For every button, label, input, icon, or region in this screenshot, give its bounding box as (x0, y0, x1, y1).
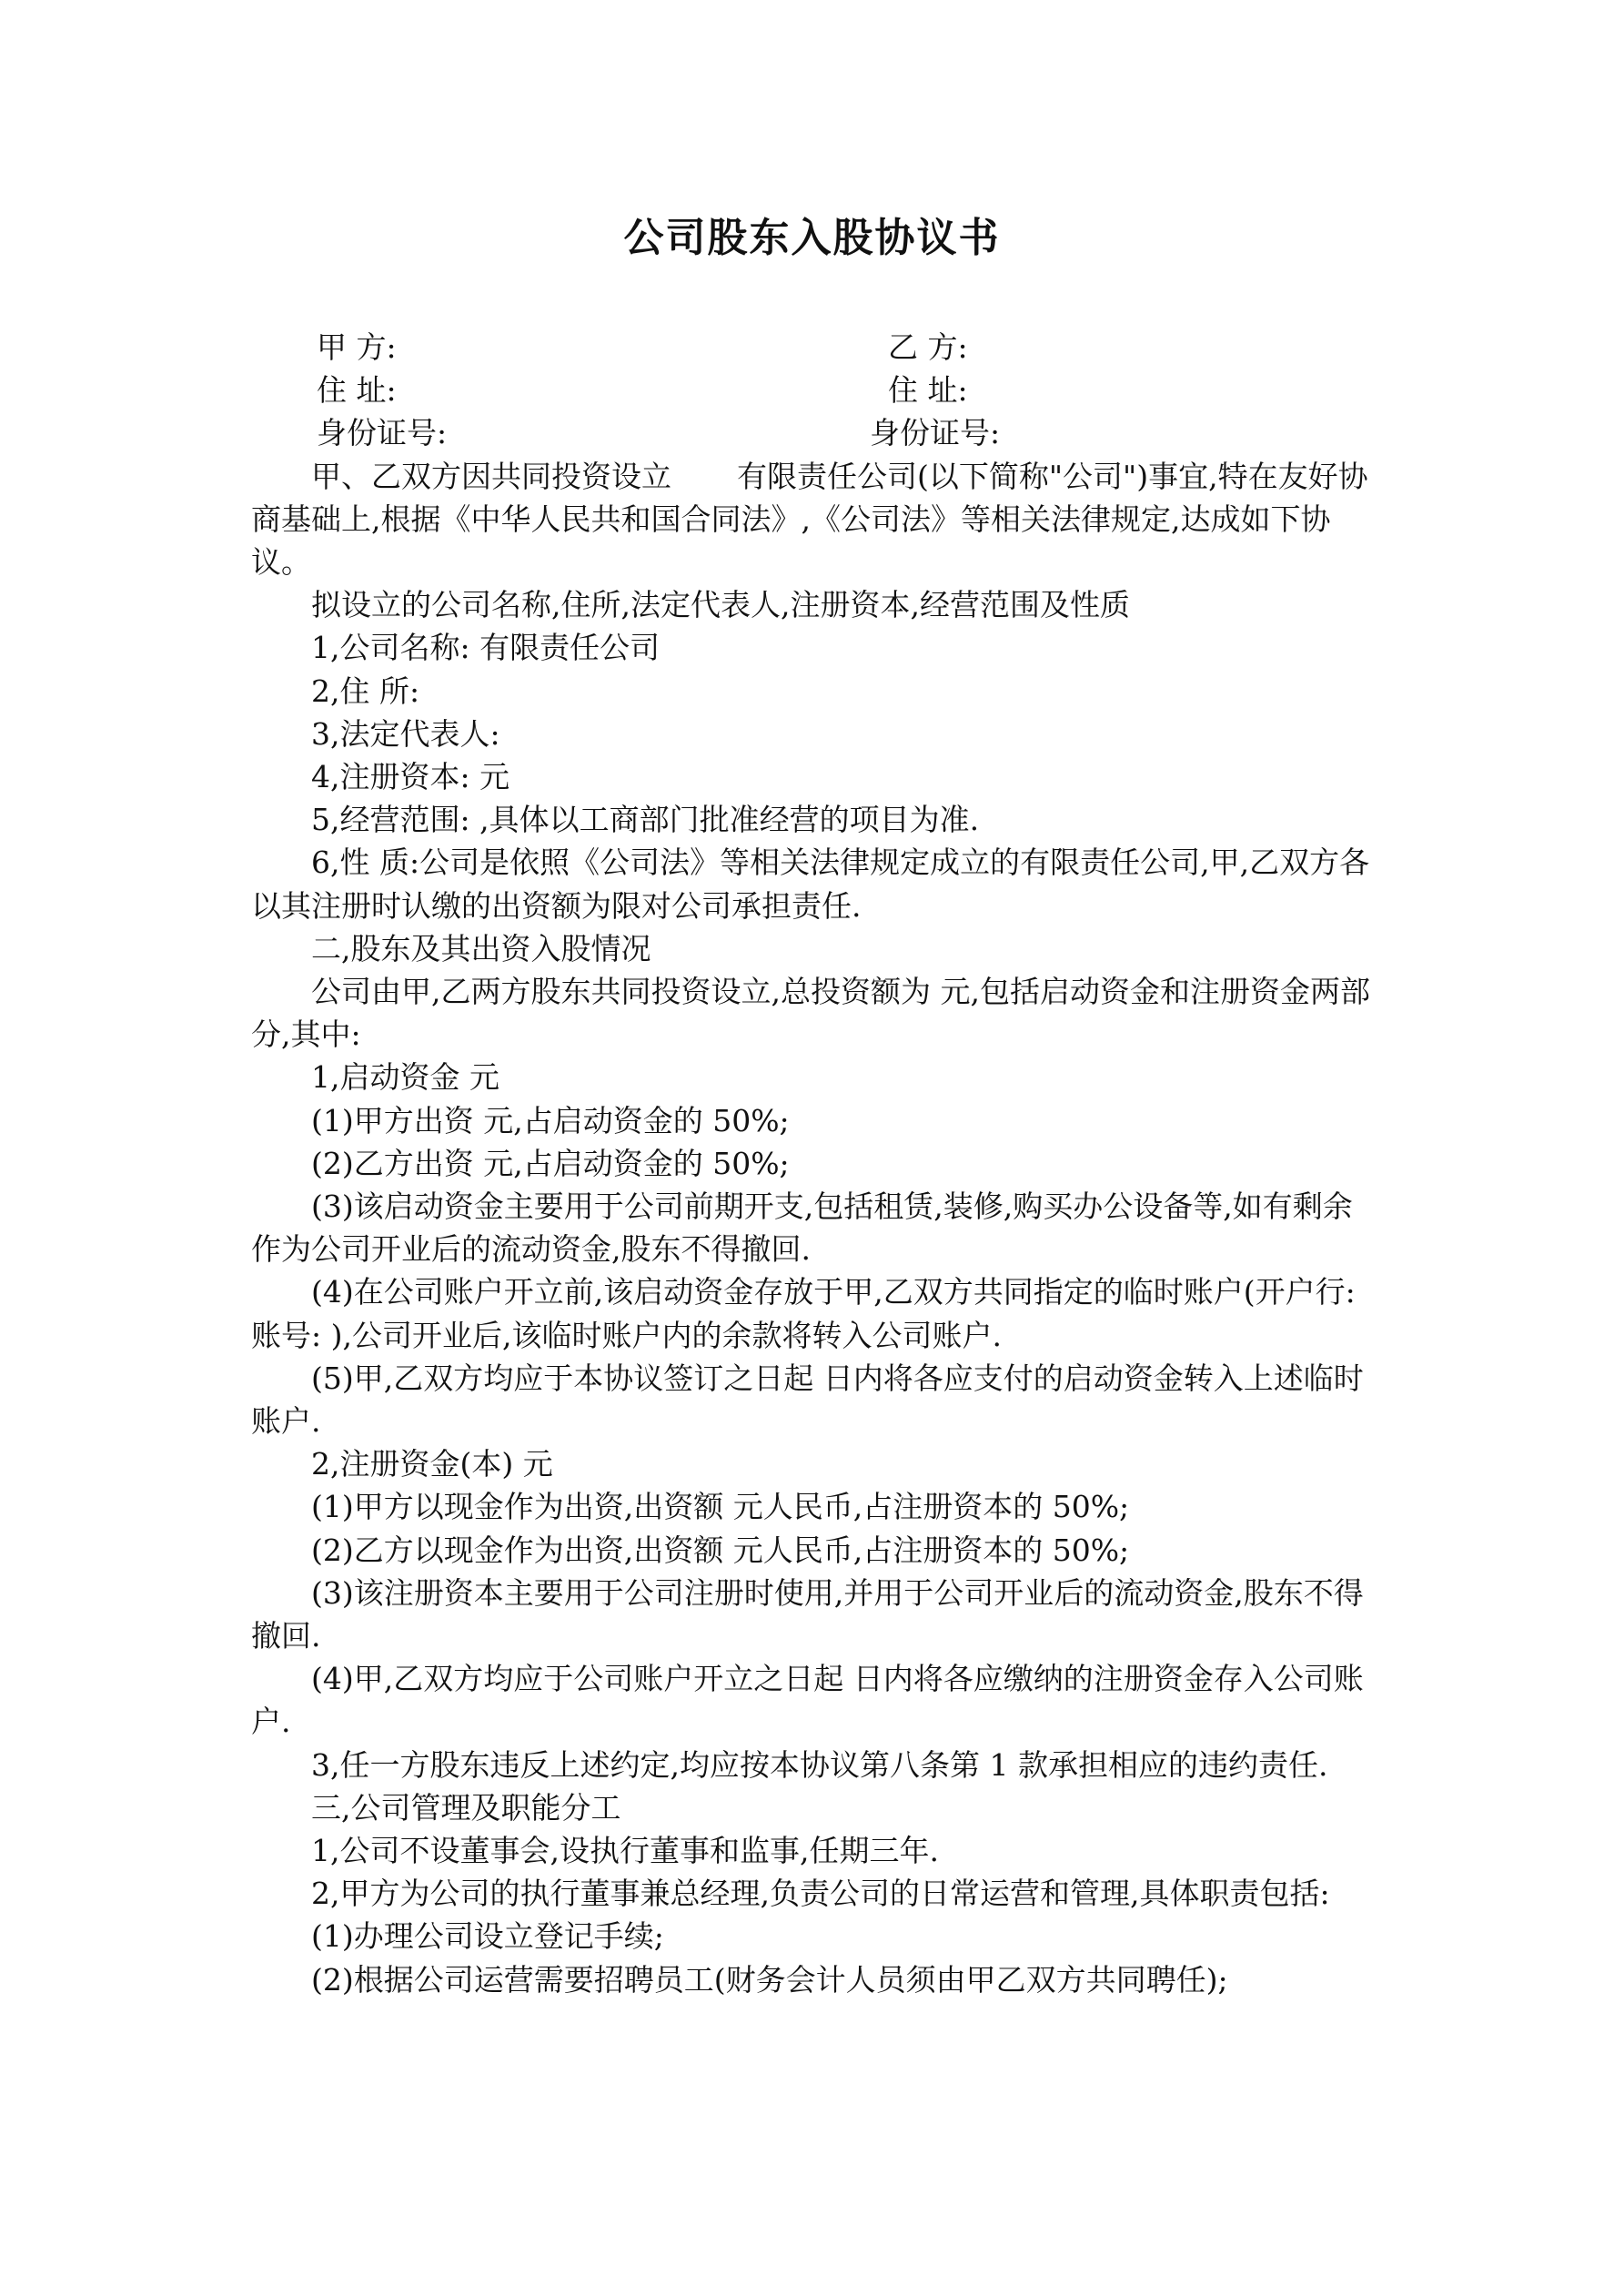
startup-item-2: (2)乙方出资 元,占启动资金的 50%; (311, 1145, 790, 1181)
startup-item-3: (3)该启动资金主要用于公司前期开支,包括租赁,装修,购买办公设备等,如有剩余作为公司开业后的流动资金,股东不得撤回. (251, 1188, 1353, 1268)
section1-item-5: 5,经营范围: ,具体以工商部门批准经营的项目为准. (311, 802, 980, 838)
section3-item-3: (1)办理公司设立登记手续; (311, 1918, 664, 1955)
section1-item-3: 3,法定代表人: (311, 715, 500, 752)
intro-part-1: 甲、乙双方因共同投资设立 (311, 458, 671, 494)
registered-capital-heading: 2,注册资金(本) 元 (311, 1446, 553, 1482)
section2-item-3: 3,任一方股东违反上述约定,均应按本协议第八条第 1 款承担相应的违约责任. (311, 1746, 1328, 1783)
section3-item-1: 1,公司不设董事会,设执行董事和监事,任期三年. (311, 1833, 939, 1869)
party-address-row (251, 369, 1381, 411)
party-a-id-label: 身份证号: (317, 415, 448, 451)
party-b-id-label: 身份证号: (870, 415, 1001, 451)
registered-item-3: (3)该注册资本主要用于公司注册时使用,并用于公司开业后的流动资金,股东不得撤回. (251, 1574, 1364, 1654)
document-title: 公司股东入股协议书 (623, 215, 1001, 261)
party-b-address-label: 住 址: (888, 372, 968, 409)
party-a-label: 甲 方: (317, 329, 397, 365)
section3-item-4: (2)根据公司运营需要招聘员工(财务会计人员须由甲乙双方共同聘任); (311, 1961, 1228, 1998)
party-a-address-label: 住 址: (317, 372, 397, 409)
section1-item-1: 1,公司名称: 有限责任公司 (311, 630, 661, 666)
party-b-label: 乙 方: (888, 329, 968, 365)
registered-item-4: (4)甲,乙双方均应于公司账户开立之日起 日内将各应缴纳的注册资金存入公司账户. (251, 1661, 1364, 1740)
startup-funds-heading: 1,启动资金 元 (311, 1059, 499, 1096)
document-body (251, 326, 1381, 2001)
party-name-row (251, 326, 1381, 369)
section1-item-4: 4,注册资本: 元 (311, 758, 510, 794)
intro-part-2: 有限责任公司(以下简称"公司")事宜,特在友好协商基础上,根据《中华人民共和国合同法》,《公司法》等相关法律规定,达成如下协议。 (251, 458, 1368, 580)
section2-intro: 公司由甲,乙两方股东共同投资设立,总投资额为 元,包括启动资金和注册资金两部分,其中: (251, 974, 1370, 1053)
section1-heading: 拟设立的公司名称,住所,法定代表人,注册资本,经营范围及性质 (311, 587, 1130, 623)
section1-item-6: 6,性 质:公司是依照《公司法》等相关法律规定成立的有限责任公司,甲,乙双方各以其注册时认缴的出资额为限对公司承担责任. (251, 845, 1370, 924)
registered-item-1: (1)甲方以现金作为出资,出资额 元人民币,占注册资本的 50%; (311, 1489, 1130, 1525)
section1-item-2: 2,住 所: (311, 673, 420, 709)
section3-heading: 三,公司管理及职能分工 (311, 1789, 621, 1826)
startup-item-5: (5)甲,乙双方均应于本协议签订之日起 日内将各应支付的启动资金转入上述临时账户. (251, 1360, 1364, 1440)
section2-heading: 二,股东及其出资入股情况 (311, 930, 651, 966)
registered-item-2: (2)乙方以现金作为出资,出资额 元人民币,占注册资本的 50%; (311, 1532, 1130, 1568)
intro-paragraph (251, 455, 1381, 584)
party-id-row (251, 411, 1381, 454)
startup-item-1: (1)甲方出资 元,占启动资金的 50%; (311, 1102, 790, 1138)
startup-item-4: (4)在公司账户开立前,该启动资金存放于甲,乙双方共同指定的临时账户(开户行: 账号: ),公司开业后,该临时账户内的余款将转入公司账户. (251, 1274, 1356, 1353)
section3-item-2: 2,甲方为公司的执行董事兼总经理,负责公司的日常运营和管理,具体职责包括: (311, 1876, 1330, 1912)
